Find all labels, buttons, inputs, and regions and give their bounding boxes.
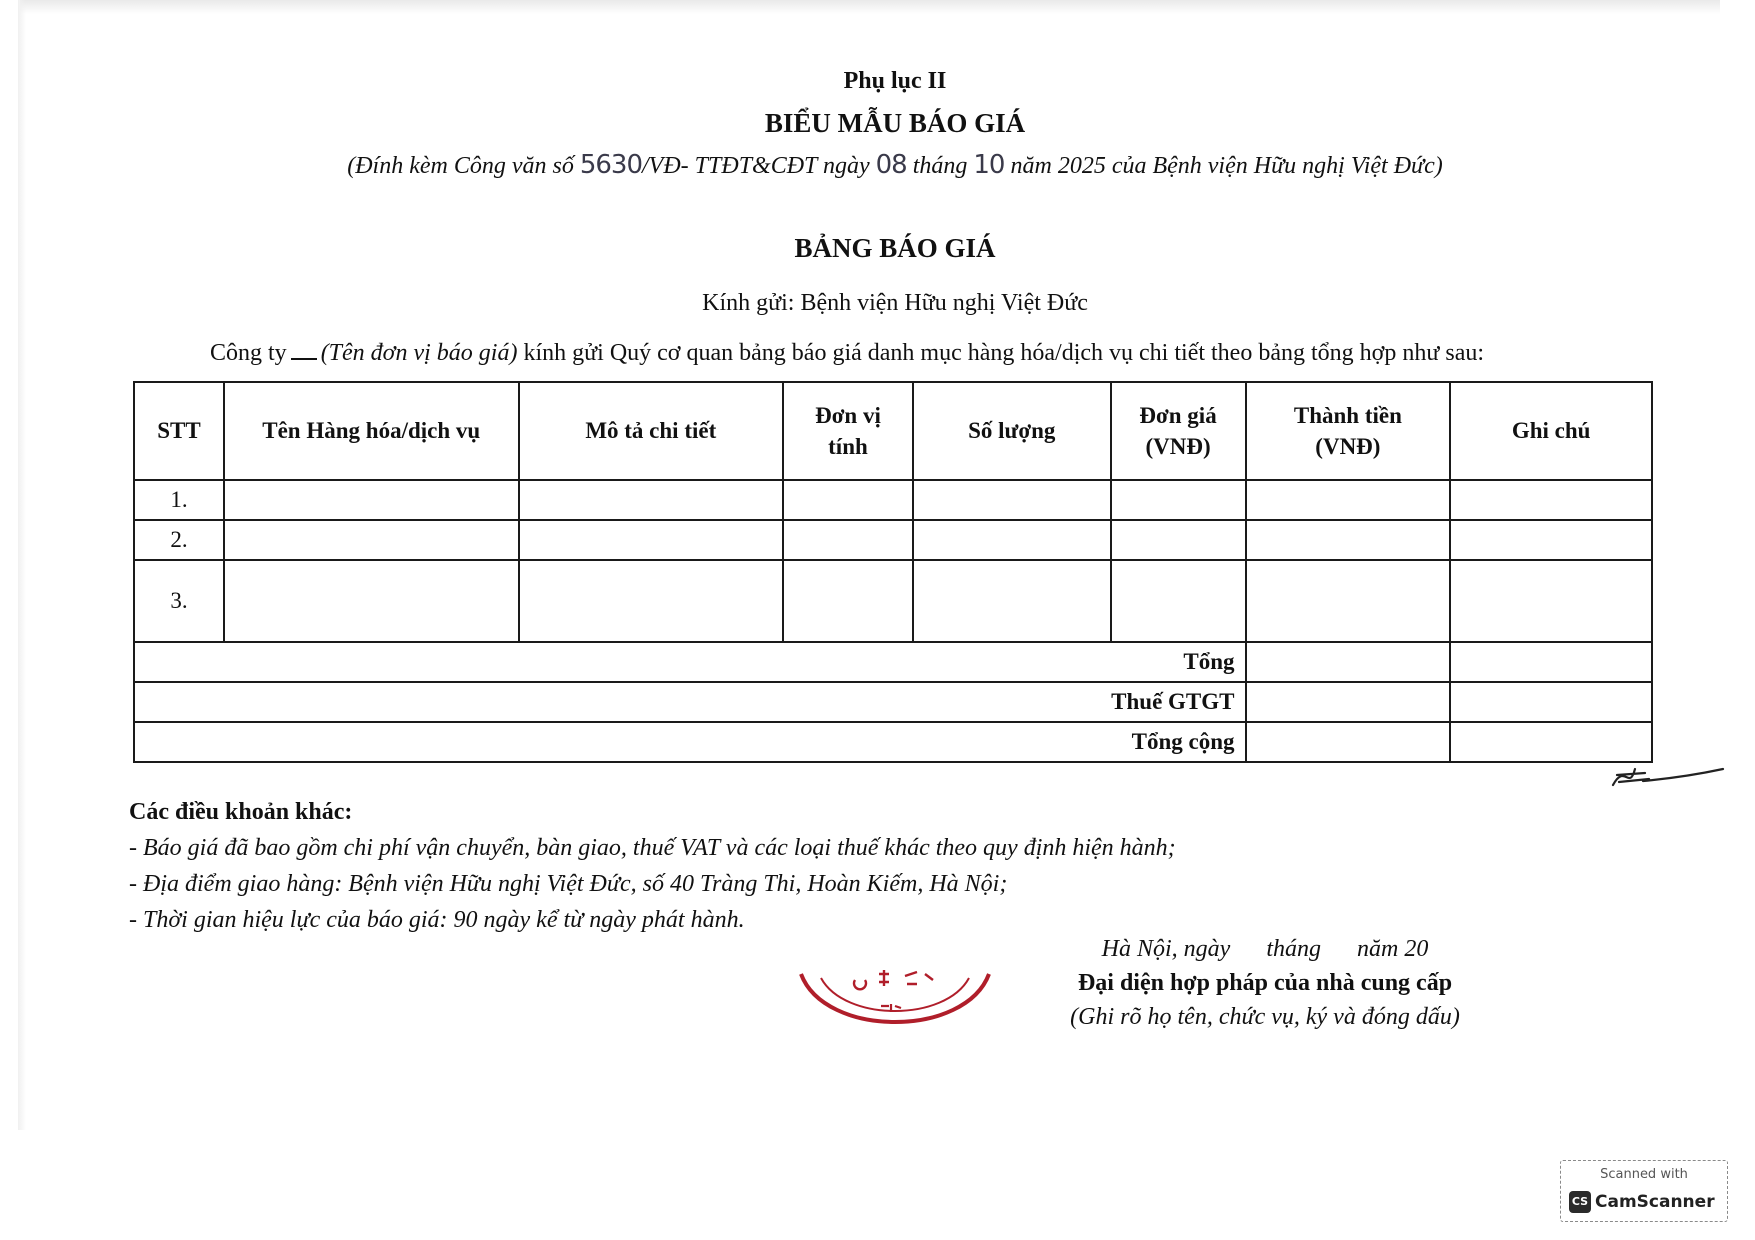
terms-section: [129, 794, 1176, 938]
signature-block: [1040, 932, 1490, 1034]
row-cell: [224, 480, 519, 520]
row-cell: [224, 560, 519, 642]
header-amount-line1: Thành tiền: [1293, 402, 1402, 428]
initials-signature-icon: [1605, 755, 1725, 795]
grand-total-label: Tổng cộng: [134, 722, 1246, 762]
term-item: - Thời gian hiệu lực của báo giá: 90 ngày kể từ ngày phát hành.: [129, 907, 745, 933]
row-cell: [913, 560, 1111, 642]
total-row: [134, 642, 1652, 682]
header-amount-line2: (VNĐ): [1315, 434, 1381, 459]
header-price-line2: (VNĐ): [1145, 434, 1211, 459]
header-name: Tên Hàng hóa/dịch vụ: [224, 382, 519, 480]
row-cell: [1450, 480, 1652, 520]
row-cell: [1246, 520, 1451, 560]
row-cell: [913, 480, 1111, 520]
signature-date-line: Hà Nội, ngày tháng năm 20: [1101, 936, 1429, 962]
camscanner-watermark: [1560, 1160, 1728, 1222]
header-unit-line2: tính: [828, 434, 868, 459]
row-stt: 2.: [134, 520, 224, 560]
attachment-mid2: tháng: [906, 153, 974, 179]
vat-amount-cell: [1246, 682, 1451, 722]
attachment-mid1: /VĐ- TTĐT&CĐT ngày: [642, 153, 876, 179]
intro-company: Công ty: [210, 340, 287, 366]
handwritten-day: 08: [875, 150, 907, 180]
row-cell: [519, 480, 784, 520]
attachment-prefix: (Đính kèm Công văn số: [347, 153, 580, 179]
vat-label: Thuế GTGT: [134, 682, 1246, 722]
vat-row: [134, 682, 1652, 722]
intro-rest: kính gửi Quý cơ quan bảng báo giá danh mục hàng hóa/dịch vụ chi tiết theo bảng tổng hợp như sau:: [523, 340, 1485, 366]
row-stt: 1.: [134, 480, 224, 520]
signature-note: (Ghi rõ họ tên, chức vụ, ký và đóng dấu): [1070, 1004, 1460, 1030]
quote-table-title: BẢNG BÁO GIÁ: [794, 233, 996, 263]
terms-title: Các điều khoản khác:: [129, 799, 353, 825]
attachment-suffix: năm 2025 của Bệnh viện Hữu nghị Việt Đức): [1004, 153, 1443, 179]
total-amount-cell: [1246, 642, 1451, 682]
table-header-row: [134, 382, 1652, 480]
header-price: [1111, 382, 1246, 480]
header-note: Ghi chú: [1450, 382, 1652, 480]
quote-table: [133, 381, 1653, 763]
row-cell: [1450, 560, 1652, 642]
row-cell: [519, 560, 784, 642]
vat-note-cell: [1450, 682, 1652, 722]
row-cell: [783, 520, 913, 560]
row-stt: 3.: [134, 560, 224, 642]
grand-total-row: [134, 722, 1652, 762]
watermark-top-text: Scanned with: [1600, 1167, 1688, 1182]
row-cell: [1111, 480, 1246, 520]
row-cell: [913, 520, 1111, 560]
appendix-label: Phụ lục II: [843, 68, 947, 94]
row-cell: [224, 520, 519, 560]
attachment-note: [0, 150, 1755, 180]
row-cell: [783, 480, 913, 520]
grand-total-amount-cell: [1246, 722, 1451, 762]
table-row: [134, 520, 1652, 560]
header-stt: STT: [134, 382, 224, 480]
scan-edge-top: [20, 0, 1720, 14]
red-seal-stamp-icon: [795, 960, 995, 1040]
watermark-brand: CamScanner: [1595, 1192, 1715, 1212]
term-item: - Báo giá đã bao gồm chi phí vận chuyển, bàn giao, thuế VAT và các loại thuế khác theo quy định hiện hành;: [129, 835, 1176, 861]
header-unit-line1: Đơn vị: [815, 402, 881, 428]
total-label: Tổng: [134, 642, 1246, 682]
intro-placeholder: (Tên đơn vị báo giá): [320, 340, 518, 366]
header-description: Mô tả chi tiết: [519, 382, 784, 480]
row-cell: [1450, 520, 1652, 560]
row-cell: [1111, 520, 1246, 560]
recipient-line: Kính gửi: Bệnh viện Hữu nghị Việt Đức: [702, 290, 1088, 316]
row-cell: [519, 520, 784, 560]
form-title: BIỂU MẪU BÁO GIÁ: [764, 108, 1026, 138]
total-note-cell: [1450, 642, 1652, 682]
row-cell: [1246, 480, 1451, 520]
header-amount: [1246, 382, 1451, 480]
row-cell: [1111, 560, 1246, 642]
row-cell: [1246, 560, 1451, 642]
table-row: [134, 480, 1652, 520]
handwritten-doc-number: 5630: [579, 150, 643, 180]
company-name-blank: [291, 358, 317, 360]
header-price-line1: Đơn giá: [1139, 402, 1217, 428]
row-cell: [783, 560, 913, 642]
header-unit: [783, 382, 913, 480]
header-quantity: Số lượng: [913, 382, 1111, 480]
handwritten-month: 10: [973, 150, 1005, 180]
camscanner-logo-icon: CS: [1569, 1191, 1591, 1213]
table-row: [134, 560, 1652, 642]
intro-paragraph: [210, 340, 1484, 367]
term-item: - Địa điểm giao hàng: Bệnh viện Hữu nghị Việt Đức, số 40 Tràng Thi, Hoàn Kiếm, Hà Nội;: [129, 871, 1008, 897]
signature-role: Đại diện hợp pháp của nhà cung cấp: [1077, 970, 1453, 996]
